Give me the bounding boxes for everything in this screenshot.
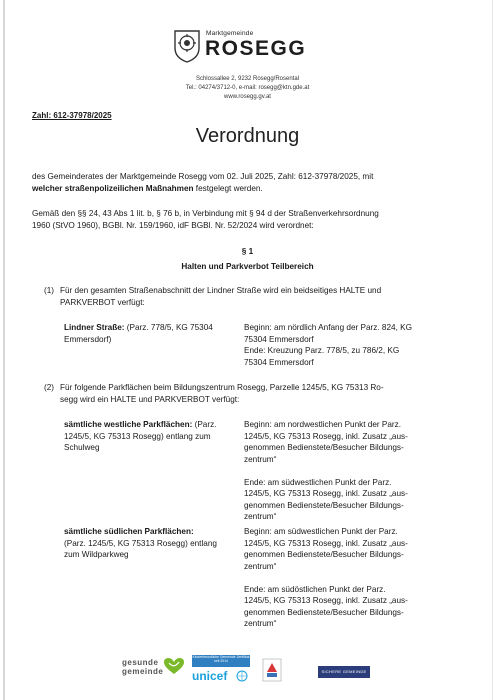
gesunde-gemeinde-logo: [122, 658, 163, 676]
entry-location: [64, 419, 242, 454]
heart-icon: [163, 657, 185, 675]
entry-range-spacer: [244, 572, 444, 584]
entry-range-line: zentrum“: [244, 512, 277, 521]
basis-line-1: Gemäß den §§ 24, 43 Abs 1 lit. b, § 76 b, in Verbindung mit § 94 d der Straßenverkehrsordnung: [32, 209, 379, 218]
page-edge-left: [3, 0, 5, 700]
entry-location-name: sämtliche westliche Parkflächen:: [64, 420, 193, 429]
document-number: Zahl: 612-37978/2025: [32, 111, 112, 120]
entry-range-line: Beginn: am nördlich Anfang der Parz. 824, KG: [244, 323, 412, 332]
entry-location-detail: (Parz. 778/5, KG 75304: [124, 323, 213, 332]
unicef-wordmark: unicef: [192, 669, 228, 683]
gesunde-line-2: gemeinde: [122, 667, 164, 676]
entry-location-name: Lindner Straße:: [64, 323, 125, 332]
intro-line-2: [32, 183, 472, 195]
entry-range-line: genommen Bedienstete/Besucher Bildungs-: [244, 550, 404, 559]
entry-range: [244, 322, 444, 368]
unicef-logo: [192, 655, 250, 685]
item-line: PARKVERBOT verfügt:: [60, 297, 145, 307]
entry-location: [64, 526, 242, 561]
legal-basis-paragraph: [32, 208, 472, 231]
section-title: Halten und Parkverbot Teilbereich: [181, 262, 314, 271]
intro-line-1: des Gemeinderates der Marktgemeinde Rosegg vom 02. Juli 2025, Zahl: 612-37978/2025, mit: [32, 172, 374, 181]
entry-range-spacer: [244, 465, 444, 477]
entry-location-line: zum Wildparkweg: [64, 550, 129, 559]
item-text: [60, 382, 468, 405]
item-line: Für folgende Parkflächen beim Bildungszentrum Rosegg, Parzelle 1245/5, KG 75313 Ro-: [60, 383, 384, 392]
logo-subtitle: Marktgemeinde: [206, 30, 254, 37]
address-street: Schlossallee 2, 9232 Rosegg/Rosental: [195, 76, 300, 82]
entry-range-line: 75304 Emmersdorf: [244, 334, 314, 344]
entry-location-line: [64, 526, 242, 538]
entry-range-line: 1245/5, KG 75313 Rosegg, inkl. Zusatz „aus-: [244, 431, 408, 441]
entry-range-line: 1245/5, KG 75313 Rosegg, inkl. Zusatz „aus-: [244, 596, 408, 605]
entry-range: [244, 526, 444, 630]
entry-location-line: [64, 322, 242, 334]
entry-range-line: 1245/5, KG 75313 Rosegg, inkl. Zusatz „aus-: [244, 489, 408, 498]
entry-location-name: sämtliche südlichen Parkflächen:: [64, 527, 194, 536]
entry-range-line: 75304 Emmersdorf: [244, 357, 314, 367]
item-text: [60, 285, 468, 308]
entry-range-line: genommen Bedienstete/Besucher Bildungs-: [244, 607, 404, 617]
entry-location: [64, 322, 242, 345]
intro-bold-text: welcher straßenpolizeilichen Maßnahmen: [32, 183, 194, 193]
entry-range-line: Beginn: am südwestlichen Punkt der Parz.: [244, 527, 398, 536]
intro-rest-text: festgelegt werden.: [193, 183, 263, 193]
unicef-certificate-text: Kinderfreundliche Gemeinde Zertifikat seit 2014: [192, 655, 250, 667]
entry-range-line: zentrum“: [244, 454, 277, 464]
gesunde-line-1: gesunde: [122, 658, 159, 667]
logo-wordmark: ROSEGG: [205, 37, 307, 60]
entry-location-line: (Parz. 1245/5, KG 75313 Rosegg) entlang: [64, 538, 217, 548]
entry-range-line: zentrum“: [244, 619, 277, 628]
entry-range-line: Ende: am südwestlichen Punkt der Parz.: [244, 477, 392, 487]
item-line: Für den gesamten Straßenabschnitt der Lindner Straße wird ein beidseitiges HALTE und: [60, 286, 382, 295]
item-number: (1): [44, 286, 55, 295]
intro-paragraph: [32, 171, 472, 194]
entry-location-line: [64, 419, 242, 431]
address-contact: Tel.: 04274/3712-0, e-mail: rosegg@ktn.gde.at: [185, 85, 310, 91]
entry-range-line: 1245/5, KG 75313 Rosegg, inkl. Zusatz „aus-: [244, 538, 408, 548]
item-line: segg wird ein HALTE und PARKVERBOT verfügt:: [60, 394, 240, 404]
basis-line-2: 1960 (StVO 1960), BGBl. Nr. 159/1960, idF BGBl. Nr. 52/2024 wird verordnet:: [32, 220, 314, 230]
item-number: (2): [44, 383, 55, 392]
entry-range-line: genommen Bedienstete/Besucher Bildungs-: [244, 443, 404, 452]
certificate-emblem-icon: [262, 658, 282, 682]
section-number: § 1: [241, 247, 254, 256]
entry-location-detail: (Parz.: [192, 420, 217, 429]
document-title: Verordnung: [195, 125, 300, 147]
rosegg-logo: [172, 28, 332, 64]
entry-range-line: Ende: Kreuzung Parz. 778/5, zu 786/2, KG: [244, 346, 400, 355]
sichere-gemeinde-badge: SICHERE GEMEINDE: [318, 666, 370, 678]
rosegg-crest-icon: [172, 28, 202, 64]
entry-range-line: Beginn: am nordwestlichen Punkt der Parz.: [244, 420, 402, 429]
address-website[interactable]: www.rosegg.gv.at: [224, 94, 271, 100]
page-edge-right: [492, 0, 493, 700]
entry-location-line: 1245/5, KG 75313 Rosegg) entlang zum: [64, 431, 211, 441]
entry-range-line: zentrum“: [244, 561, 277, 571]
entry-location-line: Schulweg: [64, 443, 100, 452]
unicef-globe-icon: [236, 670, 248, 682]
entry-range-line: Ende: am südöstlichen Punkt der Parz.: [244, 584, 386, 594]
entry-range: [244, 419, 444, 523]
entry-location-line: Emmersdorf): [64, 334, 112, 344]
entry-range-line: genommen Bedienstete/Besucher Bildungs-: [244, 500, 404, 510]
